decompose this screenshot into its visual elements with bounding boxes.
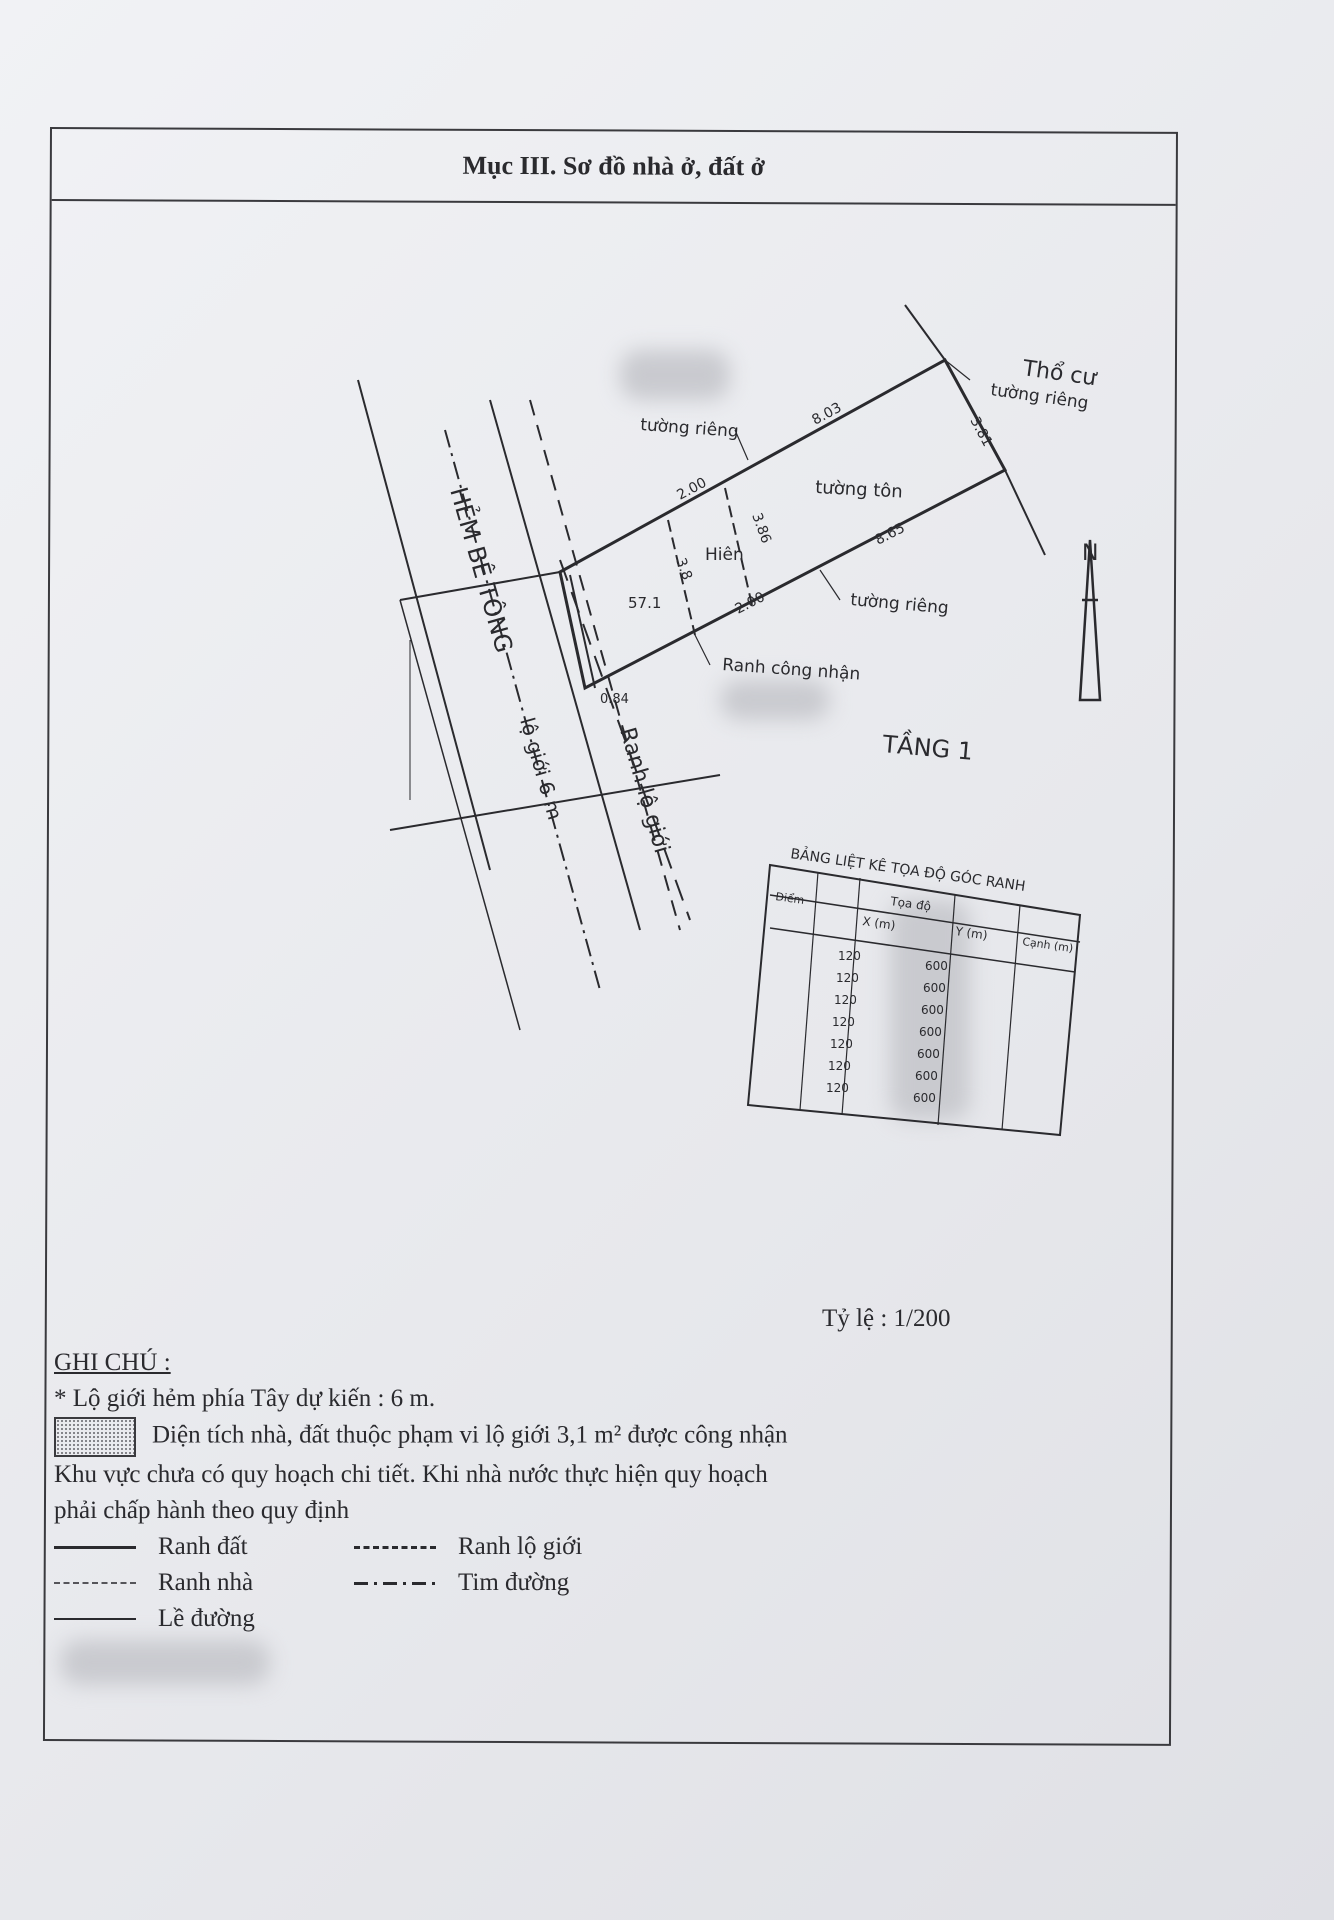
legend-solid-line bbox=[54, 1546, 136, 1549]
legend-label: Ranh nhà bbox=[158, 1569, 254, 1596]
boundary-extension bbox=[1005, 470, 1045, 555]
coord-cell-y: 600 bbox=[915, 1069, 938, 1083]
coord-cell-x: 120 bbox=[836, 971, 859, 985]
road-edge-line bbox=[400, 600, 520, 1030]
coord-col-group: Tọa độ bbox=[889, 894, 932, 914]
coord-cell-x: 120 bbox=[830, 1037, 853, 1051]
legend-dashdot-line bbox=[354, 1582, 436, 1585]
legend-dotted-line bbox=[54, 1582, 136, 1584]
leader-line bbox=[820, 570, 840, 600]
page-title: Mục III. Sơ đồ nhà ở, đất ở bbox=[462, 150, 766, 182]
note-line-1: * Lộ giới hẻm phía Tây dự kiến : 6 m. bbox=[54, 1385, 436, 1412]
legend-label: Ranh đất bbox=[158, 1533, 248, 1560]
boundary-extension bbox=[905, 305, 945, 360]
lot-boundary bbox=[560, 360, 1005, 688]
coord-cell-y: 600 bbox=[919, 1025, 942, 1039]
svg-text:N: N bbox=[1082, 541, 1099, 566]
coord-col-x: X (m) bbox=[861, 914, 897, 933]
road-label: HẺM BÊ TÔNG bbox=[444, 483, 519, 656]
coord-cell-x: 120 bbox=[826, 1081, 849, 1095]
coord-cell-y: 600 bbox=[923, 981, 946, 995]
label-tuong-rieng-bottom: tường riêng bbox=[849, 590, 950, 619]
note-line-4: phải chấp hành theo quy định bbox=[54, 1497, 350, 1524]
road-line-label: Ranh lộ giới bbox=[614, 724, 674, 857]
dim-side: 3.8 bbox=[672, 555, 695, 583]
label-tuong-ton: tường tôn bbox=[814, 477, 904, 503]
legend-item-le-duong bbox=[54, 1601, 255, 1637]
dim-hien-top: 2.00 bbox=[674, 474, 710, 504]
coord-cell-y: 600 bbox=[921, 1003, 944, 1017]
label-tuong-rieng-top: tường riêng bbox=[639, 415, 740, 442]
legend-thin-line bbox=[54, 1618, 136, 1620]
road-edge-line bbox=[358, 380, 490, 870]
floor-label: TẦNG 1 bbox=[881, 730, 975, 766]
label-tuong-rieng-top-right: tường riêng bbox=[989, 380, 1090, 414]
coord-cell-x: 120 bbox=[832, 1015, 855, 1029]
note-line-3: Khu vực chưa có quy hoạch chi tiết. Khi nhà nước thực hiện quy hoạch bbox=[54, 1461, 768, 1488]
coord-col-y: Y (m) bbox=[954, 924, 989, 943]
dim-depth-mid: 3.86 bbox=[748, 510, 774, 546]
dim-front: 3.81 bbox=[966, 414, 996, 450]
neighbor-label: Thổ cư bbox=[1021, 356, 1098, 392]
legend bbox=[54, 1529, 1054, 1637]
coord-cell-x: 120 bbox=[834, 993, 857, 1007]
road-edge-line bbox=[490, 400, 640, 930]
dim-top-length: 8.03 bbox=[809, 399, 845, 429]
scale-label: Tỷ lệ : 1/200 bbox=[822, 1305, 951, 1332]
note-line-2: Diện tích nhà, đất thuộc phạm vi lộ giới 3,1 m² được công nhận bbox=[152, 1421, 788, 1449]
notes-section bbox=[54, 1345, 1054, 1637]
coord-cell-x: 120 bbox=[838, 949, 861, 963]
coord-table-title: BẢNG LIỆT KÊ TỌA ĐỘ GÓC RANH bbox=[789, 846, 1027, 895]
legend-label: Lề đường bbox=[158, 1605, 255, 1632]
dim-area: 57.1 bbox=[628, 594, 662, 612]
coord-col-point: Điểm bbox=[774, 890, 806, 908]
legend-item-tim-duong bbox=[354, 1565, 569, 1601]
legend-label: Tim đường bbox=[458, 1569, 570, 1596]
legend-label: Ranh lộ giới bbox=[458, 1533, 583, 1560]
label-hien: Hiên bbox=[705, 545, 744, 565]
label-ranh-cong-nhan: Ranh công nhận bbox=[721, 655, 861, 685]
dim-corner: 0.84 bbox=[600, 692, 629, 707]
leader-line bbox=[695, 635, 710, 665]
coord-cell-x: 120 bbox=[828, 1059, 851, 1073]
legend-item-ranh-dat bbox=[54, 1529, 248, 1565]
dim-bottom-length: 8.65 bbox=[872, 520, 908, 549]
coord-cell-y: 600 bbox=[917, 1047, 940, 1061]
road-sub-label: lộ giới 6 m bbox=[515, 714, 568, 823]
coord-cell-y: 600 bbox=[913, 1091, 936, 1105]
coord-table-rows bbox=[826, 949, 948, 1105]
coord-col-dist: Cạnh (m) bbox=[1021, 935, 1075, 956]
legend-dashed-line bbox=[354, 1546, 436, 1549]
dim-hien-bottom: 2.00 bbox=[732, 589, 768, 618]
legend-item-ranh-nha bbox=[54, 1565, 253, 1601]
coord-cell-y: 600 bbox=[925, 959, 948, 973]
legend-item-ranh-lo-gioi bbox=[354, 1529, 582, 1565]
notes-heading: GHI CHÚ : bbox=[54, 1349, 171, 1376]
hatched-area-symbol bbox=[54, 1417, 136, 1457]
